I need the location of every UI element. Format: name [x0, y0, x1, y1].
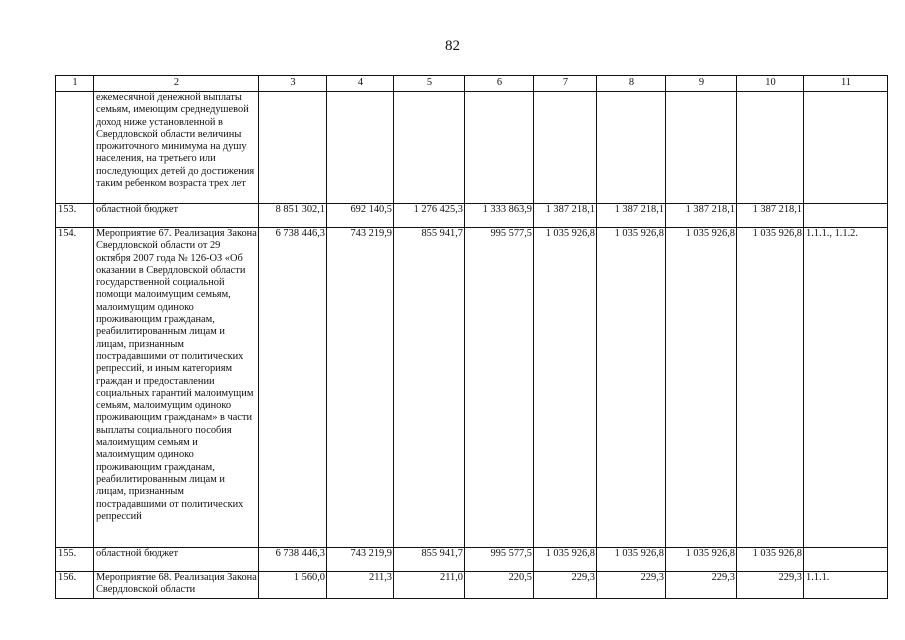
table-row [56, 204, 888, 228]
row-value: 1 560,0 [259, 572, 327, 599]
row-value [597, 92, 666, 204]
row-value [465, 92, 534, 204]
row-value: 1 387 218,1 [534, 204, 597, 228]
column-header: 2 [94, 76, 259, 92]
row-value: 1 035 926,8 [666, 228, 737, 548]
row-value [394, 92, 465, 204]
row-reference [804, 204, 888, 228]
row-value: 1 035 926,8 [666, 548, 737, 572]
row-value [666, 92, 737, 204]
row-value: 1 276 425,3 [394, 204, 465, 228]
table-row [56, 572, 888, 599]
row-value: 743 219,9 [327, 548, 394, 572]
row-value: 1 387 218,1 [597, 204, 666, 228]
row-number: 153. [56, 204, 94, 228]
column-header: 5 [394, 76, 465, 92]
row-value: 1 035 926,8 [737, 548, 804, 572]
row-value: 1 387 218,1 [666, 204, 737, 228]
budget-table [55, 75, 888, 599]
column-header: 8 [597, 76, 666, 92]
column-header: 6 [465, 76, 534, 92]
row-value: 995 577,5 [465, 548, 534, 572]
column-header: 11 [804, 76, 888, 92]
row-value: 855 941,7 [394, 228, 465, 548]
row-number [56, 92, 94, 204]
row-value: 229,3 [666, 572, 737, 599]
row-value: 220,5 [465, 572, 534, 599]
row-number: 155. [56, 548, 94, 572]
row-value: 1 035 926,8 [534, 228, 597, 548]
row-value: 229,3 [597, 572, 666, 599]
row-value: 211,0 [394, 572, 465, 599]
row-value: 1 035 926,8 [597, 228, 666, 548]
row-value: 995 577,5 [465, 228, 534, 548]
row-name: областной бюджет [94, 204, 259, 228]
row-value [259, 92, 327, 204]
row-value: 743 219,9 [327, 228, 394, 548]
column-header: 7 [534, 76, 597, 92]
row-value: 211,3 [327, 572, 394, 599]
column-header: 4 [327, 76, 394, 92]
row-value [327, 92, 394, 204]
row-value: 6 738 446,3 [259, 228, 327, 548]
row-value: 6 738 446,3 [259, 548, 327, 572]
row-value: 229,3 [534, 572, 597, 599]
row-name: ежемесячной денежной выплаты семьям, имеющим среднедушевой доход ниже установленной в Свердловской области величины прожиточного минимума на душу населения, на третьего или последующих детей до достижения таким ребенком возраста трех лет [94, 92, 259, 204]
table-row [56, 228, 888, 548]
row-value: 1 387 218,1 [737, 204, 804, 228]
row-value [737, 92, 804, 204]
column-header: 3 [259, 76, 327, 92]
column-header: 1 [56, 76, 94, 92]
column-header: 9 [666, 76, 737, 92]
row-reference: 1.1.1. [804, 572, 888, 599]
row-reference [804, 92, 888, 204]
row-value: 229,3 [737, 572, 804, 599]
row-value: 1 333 863,9 [465, 204, 534, 228]
page-number: 82 [445, 38, 460, 54]
row-value: 692 140,5 [327, 204, 394, 228]
row-value: 1 035 926,8 [597, 548, 666, 572]
row-value: 855 941,7 [394, 548, 465, 572]
row-name: областной бюджет [94, 548, 259, 572]
table-header-row [56, 76, 888, 92]
row-value: 8 851 302,1 [259, 204, 327, 228]
row-number: 154. [56, 228, 94, 548]
row-value: 1 035 926,8 [534, 548, 597, 572]
row-reference [804, 548, 888, 572]
row-name: Мероприятие 68. Реализация Закона Свердловской области [94, 572, 259, 599]
row-value [534, 92, 597, 204]
row-value: 1 035 926,8 [737, 228, 804, 548]
column-header: 10 [737, 76, 804, 92]
row-number: 156. [56, 572, 94, 599]
table-row [56, 92, 888, 204]
table-row [56, 548, 888, 572]
row-name: Мероприятие 67. Реализация Закона Свердловской области от 29 октября 2007 года № 126-ОЗ «Об оказании в Свердловской области государственной социальной помощи малоимущим семьям, малоимущим одиноко проживающим гражданам, реабилитированным лицам и лицам, признанным пострадавшими от политических репрессий, и иным категориям граждан и предоставлении социальных гарантий малоимущим семьям, малоимущим одиноко проживающим гражданам» в части выплаты социального пособия малоимущим семьям и малоимущим одиноко проживающим гражданам, реабилитированным лицам и лицам, признанным пострадавшими от политических репрессий [94, 228, 259, 548]
row-reference: 1.1.1., 1.1.2. [804, 228, 888, 548]
